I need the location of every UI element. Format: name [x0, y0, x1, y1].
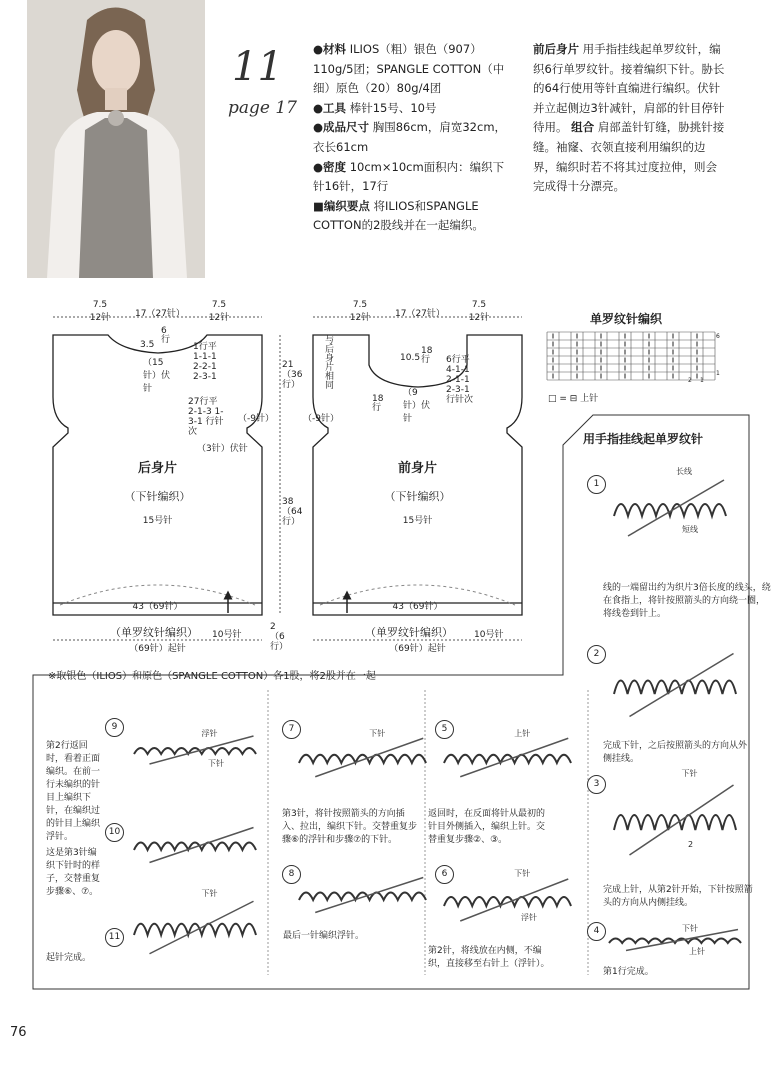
step-label-4-a: 下针 — [682, 924, 698, 933]
front-arm-side: （-9针） — [303, 414, 339, 424]
footnote: ※取银色（ILIOS）和原色（SPANGLE COTTON）各1股，将2股并在一起 — [48, 671, 376, 682]
step-number-1: 1 — [587, 475, 606, 494]
step-text-9: 第2行返回时，看着正面编织。在前一行未编织的针目上编织下针，在编织过的针目上编织浮针。 — [46, 741, 101, 842]
step-label-6-b: 浮针 — [521, 913, 537, 922]
front-same-note: 与后身片相同 — [325, 336, 335, 391]
front-neck-rows: 18行 — [421, 346, 433, 365]
step-number-6: 6 — [435, 865, 454, 884]
body-text: 用手指挂线起单罗纹针，编织6行单罗纹针。接着编织下针。胁长的64行使用等针直编进行编织。伏针并立起侧边3针减针，肩部的针目停针待用。 — [533, 42, 725, 135]
back-neck-dec: 1行平 1-1-1 2-2-1 2-3-1 — [193, 342, 217, 382]
step-text-5: 返回时，在反面将针从最初的针目外侧插入，编织上针。交替重复步骤②、③。 — [428, 809, 546, 845]
step-diagram-7 — [295, 730, 430, 785]
chart-col-2: 2 — [688, 377, 692, 384]
back-neck-rows: 6行 — [161, 326, 171, 345]
step-diagram-8 — [295, 870, 430, 920]
front-top-left: 7.5 12针 — [349, 300, 371, 323]
step-number-3: 3 — [587, 775, 606, 794]
step-label-4-b: 上针 — [689, 947, 705, 956]
step-label-3-b: 2 — [688, 840, 694, 849]
chart-col-1: 1 — [700, 377, 704, 384]
back-neck-bind: （15针）伏针 — [143, 358, 171, 394]
info-column-right — [533, 40, 728, 197]
tools-label: ●工具 — [313, 100, 347, 115]
step-text-8: 最后一针编织浮针。 — [283, 931, 365, 941]
size-label: ●成品尺寸 — [313, 120, 370, 135]
page-reference: page 17 — [228, 98, 297, 118]
back-top-mid: 17（27针） — [135, 309, 185, 319]
rib-chart — [545, 330, 725, 386]
step-label-6-a: 下针 — [514, 869, 531, 878]
step-text-10: 这是第3针编织下针时的样子，交替重复步骤⑥、⑦。 — [46, 848, 101, 897]
step-text-3: 完成上针，从第2针开始，下针按照箭头的方向从内侧挂线。 — [603, 885, 753, 908]
tools-text: 棒针15号、10号 — [349, 100, 437, 115]
step-diagram-9 — [130, 730, 260, 770]
back-arm-bind: （3针）伏针 — [197, 444, 248, 454]
back-hem-width: 43（69针） — [132, 602, 183, 612]
step-label-3-a: 下针 — [681, 769, 698, 778]
front-neck-bind: （9针）伏针 — [403, 388, 431, 424]
step-diagram-4 — [605, 925, 745, 955]
materials-text: ILIOS（粗）银色（907）110g/5团；SPANGLE COTTON（中细）原色（20）80g/4团 — [313, 42, 505, 96]
back-top-left: 7.5 12针 — [89, 300, 111, 323]
materials-label: ●材料 — [313, 42, 347, 56]
back-armhole-height: 21（36行） — [282, 360, 303, 390]
back-rib-height: 2（6行） — [270, 622, 289, 652]
step-label-7-a: 下针 — [369, 729, 386, 738]
front-neck-depth: 10.5 — [400, 353, 421, 363]
front-cast-on: （69针）起针 — [389, 644, 446, 654]
points-label: ■编织要点 — [313, 198, 370, 213]
back-stitch: （下针编织） — [124, 490, 191, 503]
step-diagram-6 — [440, 870, 575, 930]
front-neck-dec: 6行平 4-1-1 2-1-1 2-3-1 行针次 — [446, 355, 474, 405]
step-text-7: 第3针，将针按照箭头的方向插入、拉出，编织下针。交替重复步骤⑥的浮针和步骤⑦的下针。 — [282, 809, 418, 845]
step-text-1: 线的一端留出约为织片3倍长度的线头，绕在食指上，将针按照箭头的方向绕一圈，将线卷到针上。 — [603, 583, 771, 619]
assembly-label: 组合 — [571, 120, 595, 135]
pattern-number: 11 — [232, 44, 283, 90]
step-number-11: 11 — [105, 928, 124, 947]
back-needle: 15号针 — [142, 516, 173, 526]
step-number-4: 4 — [587, 922, 606, 941]
size-text: 胸围86cm，肩宽32cm，衣长61cm — [313, 120, 507, 154]
info-column-left — [313, 40, 513, 236]
chart-row-top: 6 — [716, 333, 720, 340]
step-label-11-a: 下针 — [201, 889, 218, 898]
step-diagram-3 — [610, 770, 740, 870]
model-photo — [27, 0, 205, 278]
chart-legend: □ = ⊟ 上针 — [548, 394, 599, 404]
step-diagram-2 — [610, 640, 740, 730]
step-number-5: 5 — [435, 720, 454, 739]
chart-title: 单罗纹针编织 — [590, 312, 663, 326]
back-rib-label: （单罗纹针编织） — [110, 626, 198, 639]
step-text-11: 起针完成。 — [46, 953, 92, 963]
step-number-9: 9 — [105, 718, 124, 737]
step-text-2: 完成下针，之后按照箭头的方向从外侧挂线。 — [603, 741, 748, 764]
step-label-1-b: 短线 — [682, 525, 698, 534]
back-cast-on: （69针）起针 — [129, 644, 186, 654]
chart-row-bottom: 1 — [716, 370, 720, 377]
gauge-label: ●密度 — [313, 159, 347, 174]
body-label: 前后身片 — [533, 42, 579, 56]
step-text-4: 第1行完成。 — [603, 967, 654, 977]
back-neck-depth: 3.5 — [140, 340, 155, 350]
back-title: 后身片 — [137, 461, 177, 476]
front-rib-label: （单罗纹针编织） — [365, 626, 453, 639]
step-number-10: 10 — [105, 823, 124, 842]
step-diagram-11 — [130, 890, 260, 965]
back-arm-side: （-9针） — [238, 414, 274, 424]
front-top-mid: 17（27针） — [395, 309, 445, 319]
front-stitch: （下针编织） — [384, 490, 451, 503]
step-label-9-b: 下针 — [208, 759, 224, 768]
assembly-text: 肩部盖针钉缝，胁挑针接缝。袖窿、衣领直接利用编织的边界，编织时若不将其过度拉伸，则会完成得十分漂亮。 — [533, 120, 725, 194]
tutorial-title: 用手指挂线起单罗纹针 — [583, 432, 704, 446]
front-needle: 15号针 — [402, 516, 433, 526]
step-diagram-1 — [610, 468, 730, 548]
back-arm-dec: 27行平 2-1-3 1-3-1 行针次 — [188, 397, 224, 437]
step-number-7: 7 — [282, 720, 301, 739]
step-diagram-10 — [130, 820, 260, 870]
front-title: 前身片 — [397, 461, 437, 476]
step-label-5-a: 上针 — [514, 729, 531, 738]
step-text-6: 第2针，将线放在内侧，不编织，直接移至右针上（浮针）。 — [428, 946, 550, 969]
model-illustration — [27, 0, 205, 278]
front-top-right: 7.5 12针 — [468, 300, 490, 323]
page-number: 76 — [10, 1025, 27, 1040]
step-label-9-a: 浮针 — [201, 729, 218, 738]
step-label-1-a: 长线 — [676, 467, 692, 476]
gauge-text: 10cm×10cm面积内：编织下针16针，17行 — [313, 159, 505, 194]
step-number-2: 2 — [587, 645, 606, 664]
front-rib-needle: 10号针 — [474, 630, 504, 640]
front-hem-width: 43（69针） — [392, 602, 443, 612]
points-text: 将ILIOS和SPANGLE COTTON的2股线并在一起编织。 — [313, 198, 484, 233]
step-number-8: 8 — [282, 865, 301, 884]
step-diagram-5 — [440, 730, 575, 785]
back-side-height: 38（64行） — [282, 497, 303, 527]
front-arm-rows: 18行 — [372, 394, 384, 413]
back-top-right: 7.5 12针 — [208, 300, 230, 323]
back-rib-needle: 10号针 — [212, 630, 242, 640]
